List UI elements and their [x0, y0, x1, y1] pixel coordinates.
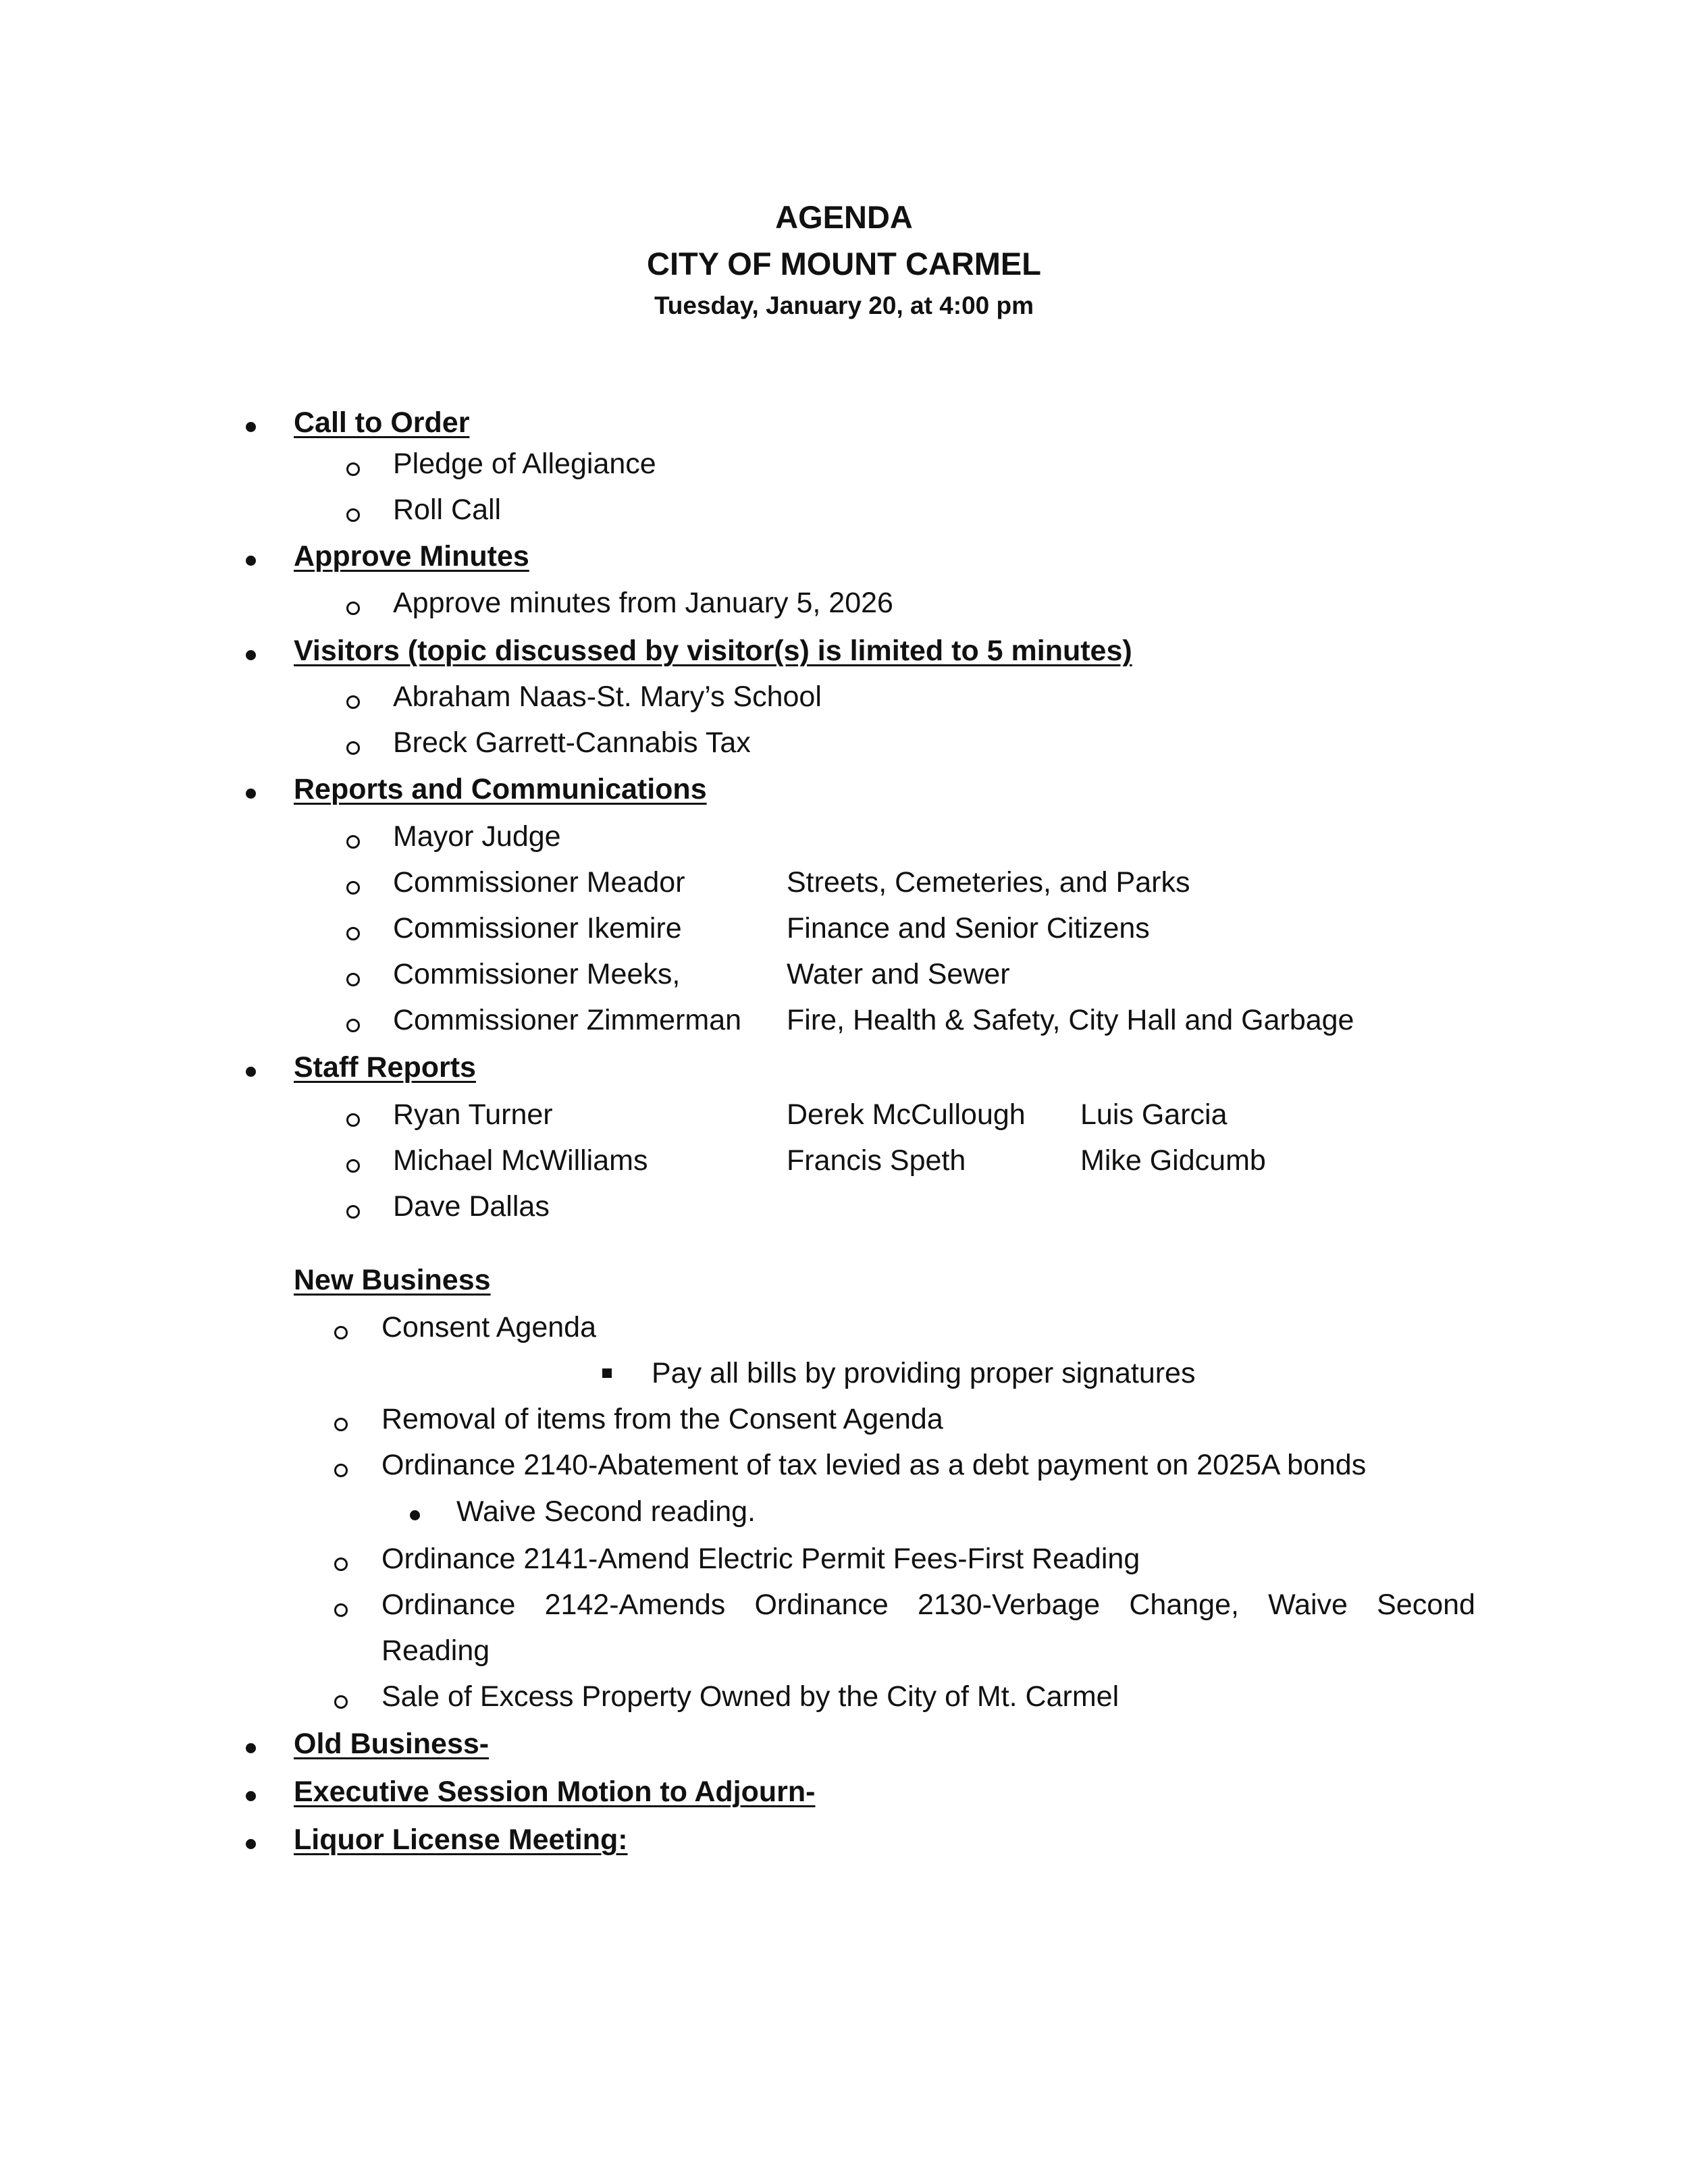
- item-ordinance-2142-cont: Reading: [381, 1634, 490, 1667]
- item-ordinance-2141: Ordinance 2141-Amend Electric Permit Fees-First Reading: [381, 1543, 1140, 1575]
- section-bullet: [246, 422, 256, 432]
- item-commissioner-zimmerman: Commissioner Zimmerman: [393, 1004, 742, 1036]
- item-ordinance-2142: [381, 1589, 1475, 1622]
- item-bullet: [334, 1464, 348, 1477]
- item-bullet: [346, 973, 360, 986]
- item-ordinance-2140: Ordinance 2140-Abatement of tax levied as a debt payment on 2025A bonds: [381, 1449, 1367, 1481]
- item-removal: Removal of items from the Consent Agenda: [381, 1403, 943, 1435]
- item-consent-agenda: Consent Agenda: [381, 1311, 596, 1343]
- section-liquor-license: Liquor License Meeting:: [294, 1823, 628, 1856]
- section-old-business: Old Business-: [294, 1728, 490, 1760]
- item-commissioner-meeks: Commissioner Meeks,: [393, 958, 681, 990]
- item-mayor: Mayor Judge: [393, 820, 561, 853]
- staff-name: Michael McWilliams: [393, 1144, 648, 1177]
- staff-name: Derek McCullough: [787, 1098, 1026, 1131]
- area-fire: Fire, Health & Safety, City Hall and Garbage: [787, 1004, 1354, 1036]
- section-bullet: [246, 1067, 256, 1077]
- item-bullet: [334, 1418, 348, 1431]
- item-pledge: Pledge of Allegiance: [393, 448, 656, 480]
- item-roll-call: Roll Call: [393, 494, 502, 526]
- item-commissioner-meador: Commissioner Meador: [393, 866, 685, 899]
- item-visitor-1: Abraham Naas-St. Mary’s School: [393, 681, 822, 713]
- item-bullet: [346, 1205, 360, 1219]
- meeting-datetime: Tuesday, January 20, at 4:00 pm: [654, 292, 1034, 319]
- word: Waive: [1268, 1589, 1348, 1621]
- staff-name: Dave Dallas: [393, 1190, 550, 1223]
- item-bullet: [346, 1019, 360, 1032]
- word: 2142-Amends: [544, 1589, 726, 1621]
- item-bullet: [346, 602, 360, 615]
- section-bullet: [246, 1839, 256, 1849]
- section-executive-session: Executive Session Motion to Adjourn-: [294, 1776, 816, 1808]
- item-pay-bills: Pay all bills by providing proper signatures: [652, 1357, 1196, 1389]
- staff-name: Mike Gidcumb: [1080, 1144, 1266, 1177]
- section-bullet: [246, 1791, 256, 1801]
- item-approve-minutes: Approve minutes from January 5, 2026: [393, 587, 893, 619]
- item-bullet: [346, 741, 360, 755]
- item-bullet: [334, 1326, 348, 1339]
- item-sale-property: Sale of Excess Property Owned by the City of Mt. Carmel: [381, 1680, 1119, 1713]
- area-water: Water and Sewer: [787, 958, 1010, 990]
- staff-name: Francis Speth: [787, 1144, 966, 1177]
- item-commissioner-ikemire: Commissioner Ikemire: [393, 912, 682, 944]
- area-streets: Streets, Cemeteries, and Parks: [787, 866, 1190, 899]
- word: Change,: [1129, 1589, 1239, 1621]
- word: 2130-Verbage: [918, 1589, 1101, 1621]
- section-approve-minutes: Approve Minutes: [294, 540, 529, 572]
- section-new-business: New Business: [294, 1264, 491, 1296]
- item-bullet: [346, 927, 360, 940]
- item-waive-second: Waive Second reading.: [456, 1495, 756, 1528]
- section-bullet: [246, 789, 256, 799]
- item-bullet: [346, 881, 360, 895]
- staff-name: Luis Garcia: [1080, 1098, 1228, 1131]
- item-bullet: [346, 835, 360, 849]
- word: Second: [1377, 1589, 1475, 1621]
- section-bullet: [246, 1743, 256, 1753]
- item-visitor-2: Breck Garrett-Cannabis Tax: [393, 726, 751, 759]
- item-bullet: [346, 508, 360, 522]
- sub-bullet: [410, 1510, 420, 1520]
- agenda-title: AGENDA: [775, 199, 913, 235]
- item-bullet: [346, 462, 360, 476]
- area-finance: Finance and Senior Citizens: [787, 912, 1150, 944]
- section-visitors: Visitors (topic discussed by visitor(s) is limited to 5 minutes): [294, 635, 1132, 667]
- staff-name: Ryan Turner: [393, 1098, 553, 1131]
- organization-name: CITY OF MOUNT CARMEL: [647, 246, 1041, 282]
- section-reports: Reports and Communications: [294, 773, 707, 805]
- section-call-to-order: Call to Order: [294, 406, 470, 439]
- item-bullet: [334, 1603, 348, 1617]
- word: Ordinance: [381, 1589, 516, 1621]
- sub-bullet: [602, 1368, 612, 1378]
- item-bullet: [334, 1557, 348, 1571]
- item-bullet: [346, 1159, 360, 1173]
- section-bullet: [246, 556, 256, 566]
- item-bullet: [346, 695, 360, 709]
- word: Ordinance: [754, 1589, 889, 1621]
- item-bullet: [346, 1113, 360, 1127]
- item-bullet: [334, 1695, 348, 1709]
- section-staff-reports: Staff Reports: [294, 1051, 476, 1084]
- section-bullet: [246, 650, 256, 660]
